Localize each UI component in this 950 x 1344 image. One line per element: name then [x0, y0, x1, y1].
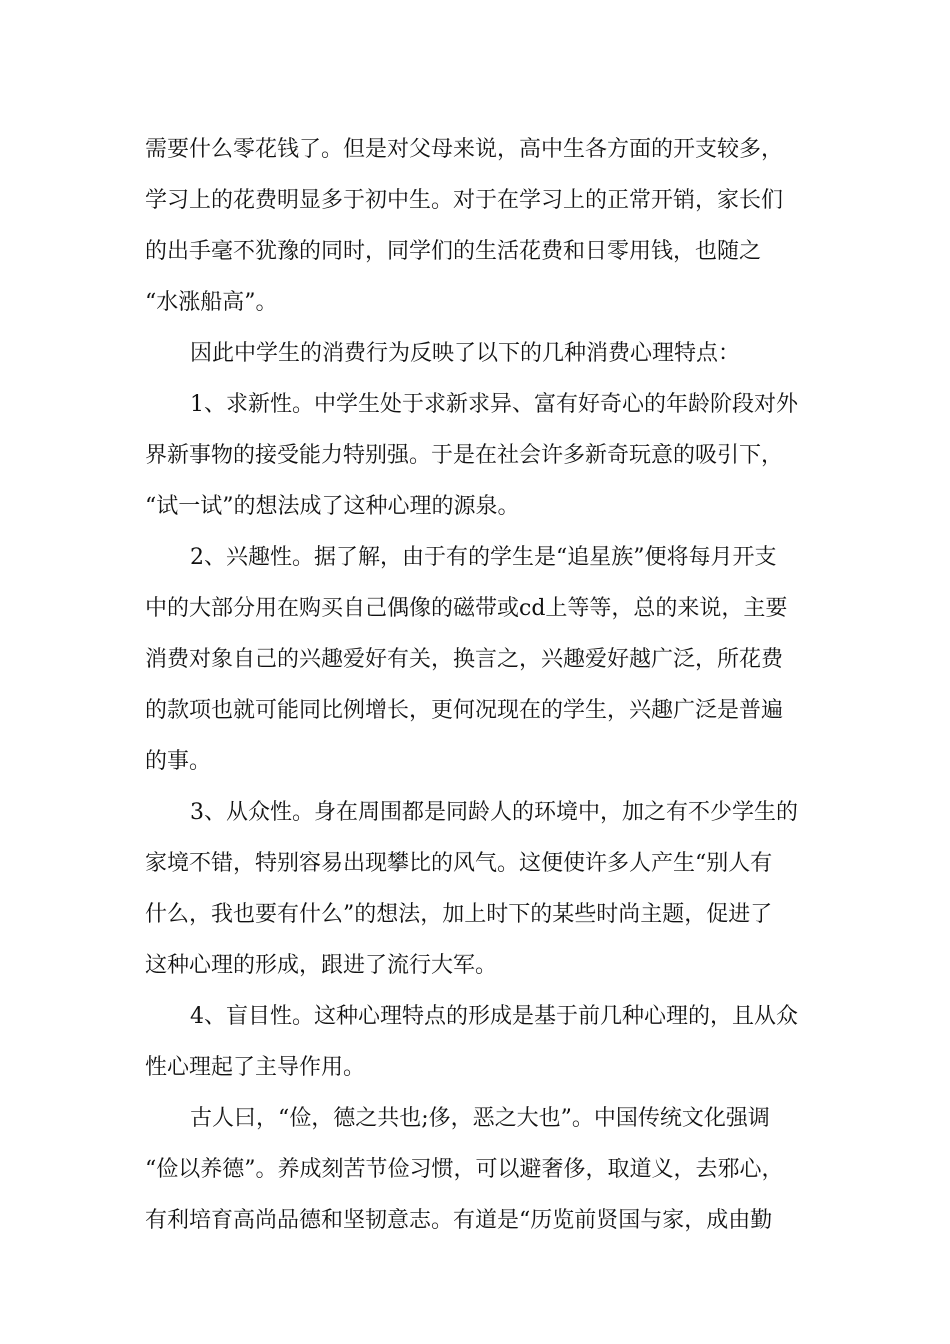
text-line: 3、从众性。身在周围都是同龄人的环境中，加之有不少学生的	[190, 800, 798, 825]
text-line: 消费对象自己的兴趣爱好有关，换言之，兴趣爱好越广泛，所花费	[145, 647, 784, 672]
text-line: “水涨船高”。	[145, 290, 278, 315]
text-line: “俭以养德”。养成刻苦节俭习惯，可以避奢侈，取道义，去邪心，	[145, 1157, 784, 1182]
text-line: 因此中学生的消费行为反映了以下的几种消费心理特点：	[190, 341, 741, 366]
text-line: 的款项也就可能同比例增长，更何况现在的学生，兴趣广泛是普遍	[145, 698, 784, 723]
text-line: 有利培育高尚品德和坚韧意志。有道是“历览前贤国与家，成由勤	[145, 1208, 773, 1233]
text-line: 的出手毫不犹豫的同时，同学们的生活花费和日零用钱，也随之	[145, 239, 762, 264]
text-line: 4、盲目性。这种心理特点的形成是基于前几种心理的，且从众	[190, 1004, 798, 1029]
text-line: 性心理起了主导作用。	[145, 1055, 366, 1080]
text-line: 需要什么零花钱了。但是对父母来说，高中生各方面的开支较多，	[145, 137, 784, 162]
text-line: 的事。	[145, 749, 212, 774]
text-line: 中的大部分用在购买自己偶像的磁带或cd上等等，总的来说，主要	[145, 596, 788, 621]
text-line: 这种心理的形成，跟进了流行大军。	[145, 953, 498, 978]
text-line: 界新事物的接受能力特别强。于是在社会许多新奇玩意的吸引下，	[145, 443, 784, 468]
text-line: 古人曰，“俭，德之共也;侈，恶之大也”。中国传统文化强调	[190, 1106, 770, 1131]
text-line: 1、求新性。中学生处于求新求异、富有好奇心的年龄阶段对外	[190, 392, 798, 417]
text-line: 什么，我也要有什么”的想法，加上时下的某些时尚主题，促进了	[145, 902, 773, 927]
text-line: 家境不错，特别容易出现攀比的风气。这便使许多人产生“别人有	[145, 851, 773, 876]
text-line: “试一试”的想法成了这种心理的源泉。	[145, 494, 520, 519]
text-line: 学习上的花费明显多于初中生。对于在学习上的正常开销，家长们	[145, 188, 784, 213]
text-line: 2、兴趣性。据了解，由于有的学生是“追星族”便将每月开支	[190, 545, 777, 570]
